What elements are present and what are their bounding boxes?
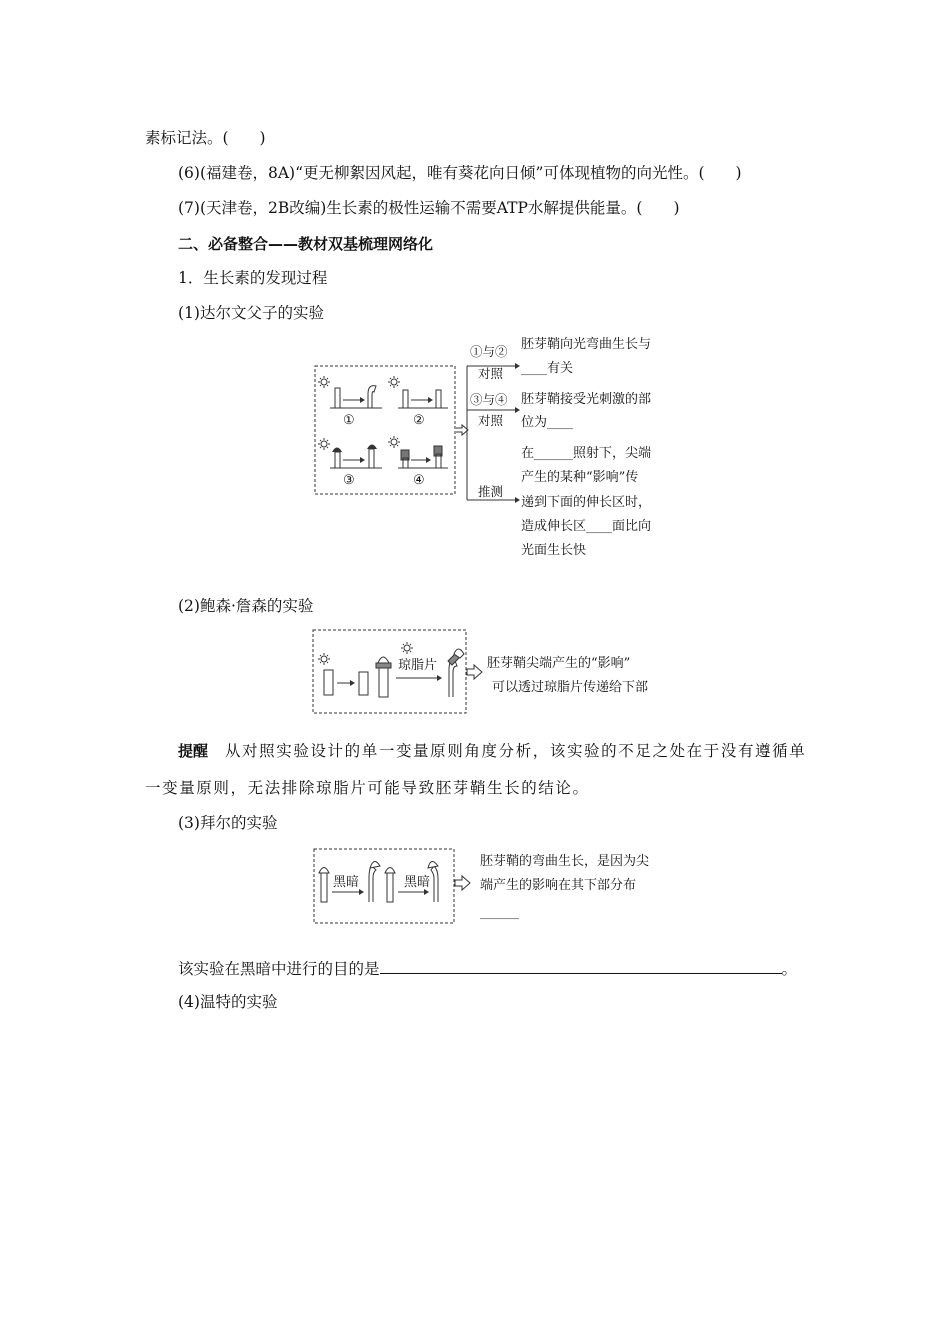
- paal-conclusion-b: 端产生的影响在其下部分布: [480, 878, 637, 893]
- dark-label-1: 黑暗: [333, 875, 360, 890]
- branch-2-label-a: ③与④: [470, 392, 508, 407]
- sun-icon: [318, 438, 330, 450]
- branch-1-label-b: 对照: [478, 366, 504, 381]
- branch-2-label-b: 对照: [478, 413, 504, 428]
- conclusion-3a: 在______照射下，尖端: [521, 446, 652, 461]
- boysen-jensen-diagram: [310, 628, 690, 718]
- question-7: (7)(天津卷，2B改编)生长素的极性运输不需要ATP水解提供能量。( ): [178, 199, 680, 217]
- conclusion-2a: 胚芽鞘接受光刺激的部: [521, 392, 652, 407]
- subheading-went: (4)温特的实验: [178, 993, 278, 1011]
- hint-paragraph: [178, 741, 806, 761]
- paal-experiment-figure: [310, 846, 690, 926]
- subheading-1: 1．生长素的发现过程: [178, 269, 328, 287]
- subheading-darwin: (1)达尔文父子的实验: [178, 304, 324, 322]
- boysen-conclusion-b: 可以透过琼脂片传递给下部: [492, 680, 649, 695]
- question-end: 。: [781, 960, 798, 978]
- sun-icon: [318, 376, 330, 388]
- conclusion-2b: 位为____: [521, 415, 574, 430]
- paal-conclusion-c: ______: [480, 905, 519, 920]
- answer-blank: [380, 958, 782, 974]
- section-heading: 二、必备整合——教材双基梳理网络化: [178, 235, 434, 253]
- label-num-2: ②: [413, 413, 425, 428]
- darwin-experiment-figure: [310, 330, 690, 565]
- boysen-jensen-figure: [310, 628, 690, 718]
- boysen-conclusion-a: 胚芽鞘尖端产生的“影响”: [487, 656, 631, 671]
- hint-label: 提醒: [178, 742, 209, 760]
- conclusion-1a: 胚芽鞘向光弯曲生长与: [521, 337, 652, 352]
- label-num-1: ①: [343, 413, 355, 428]
- paal-conclusion-a: 胚芽鞘的弯曲生长，是因为尖: [480, 854, 650, 869]
- subheading-boysen-jensen: (2)鲍森·詹森的实验: [178, 597, 314, 615]
- sun-icon: [388, 436, 400, 448]
- conclusion-1b: ____有关: [521, 361, 574, 376]
- agar-label: 琼脂片: [398, 658, 438, 673]
- subheading-paal: (3)拜尔的实验: [178, 814, 278, 832]
- label-num-3: ③: [343, 473, 355, 488]
- text-line-1: 素标记法。( ): [145, 129, 266, 147]
- darwin-diagram: [310, 330, 690, 565]
- sun-icon: [401, 642, 413, 654]
- label-num-4: ④: [413, 473, 425, 488]
- sun-icon: [318, 653, 330, 665]
- sun-icon: [388, 376, 400, 388]
- branch-3-label: 推测: [478, 484, 504, 499]
- hint-text-cont: 一变量原则，无法排除琼脂片可能导致胚芽鞘生长的结论。: [145, 779, 590, 797]
- conclusion-3b: 产生的某种“影响”传: [521, 470, 639, 485]
- dark-label-2: 黑暗: [404, 875, 431, 890]
- question-6: (6)(福建卷，8A)“更无柳絮因风起，唯有葵花向日倾”可体现植物的向光性。( ): [178, 164, 742, 182]
- question-text: 该实验在黑暗中进行的目的是: [178, 960, 380, 978]
- conclusion-3d: 造成伸长区____面比向: [521, 519, 652, 534]
- dashed-box: [315, 366, 455, 494]
- conclusion-3e: 光面生长快: [521, 543, 587, 558]
- question-dark-purpose: [178, 958, 797, 979]
- hint-text: 从对照实验设计的单一变量原则角度分析，该实验的不足之处在于没有遵循单: [224, 742, 807, 760]
- branch-1-label-a: ①与②: [470, 344, 508, 359]
- paal-diagram: [310, 846, 690, 926]
- conclusion-3c: 递到下面的伸长区时，: [521, 495, 652, 510]
